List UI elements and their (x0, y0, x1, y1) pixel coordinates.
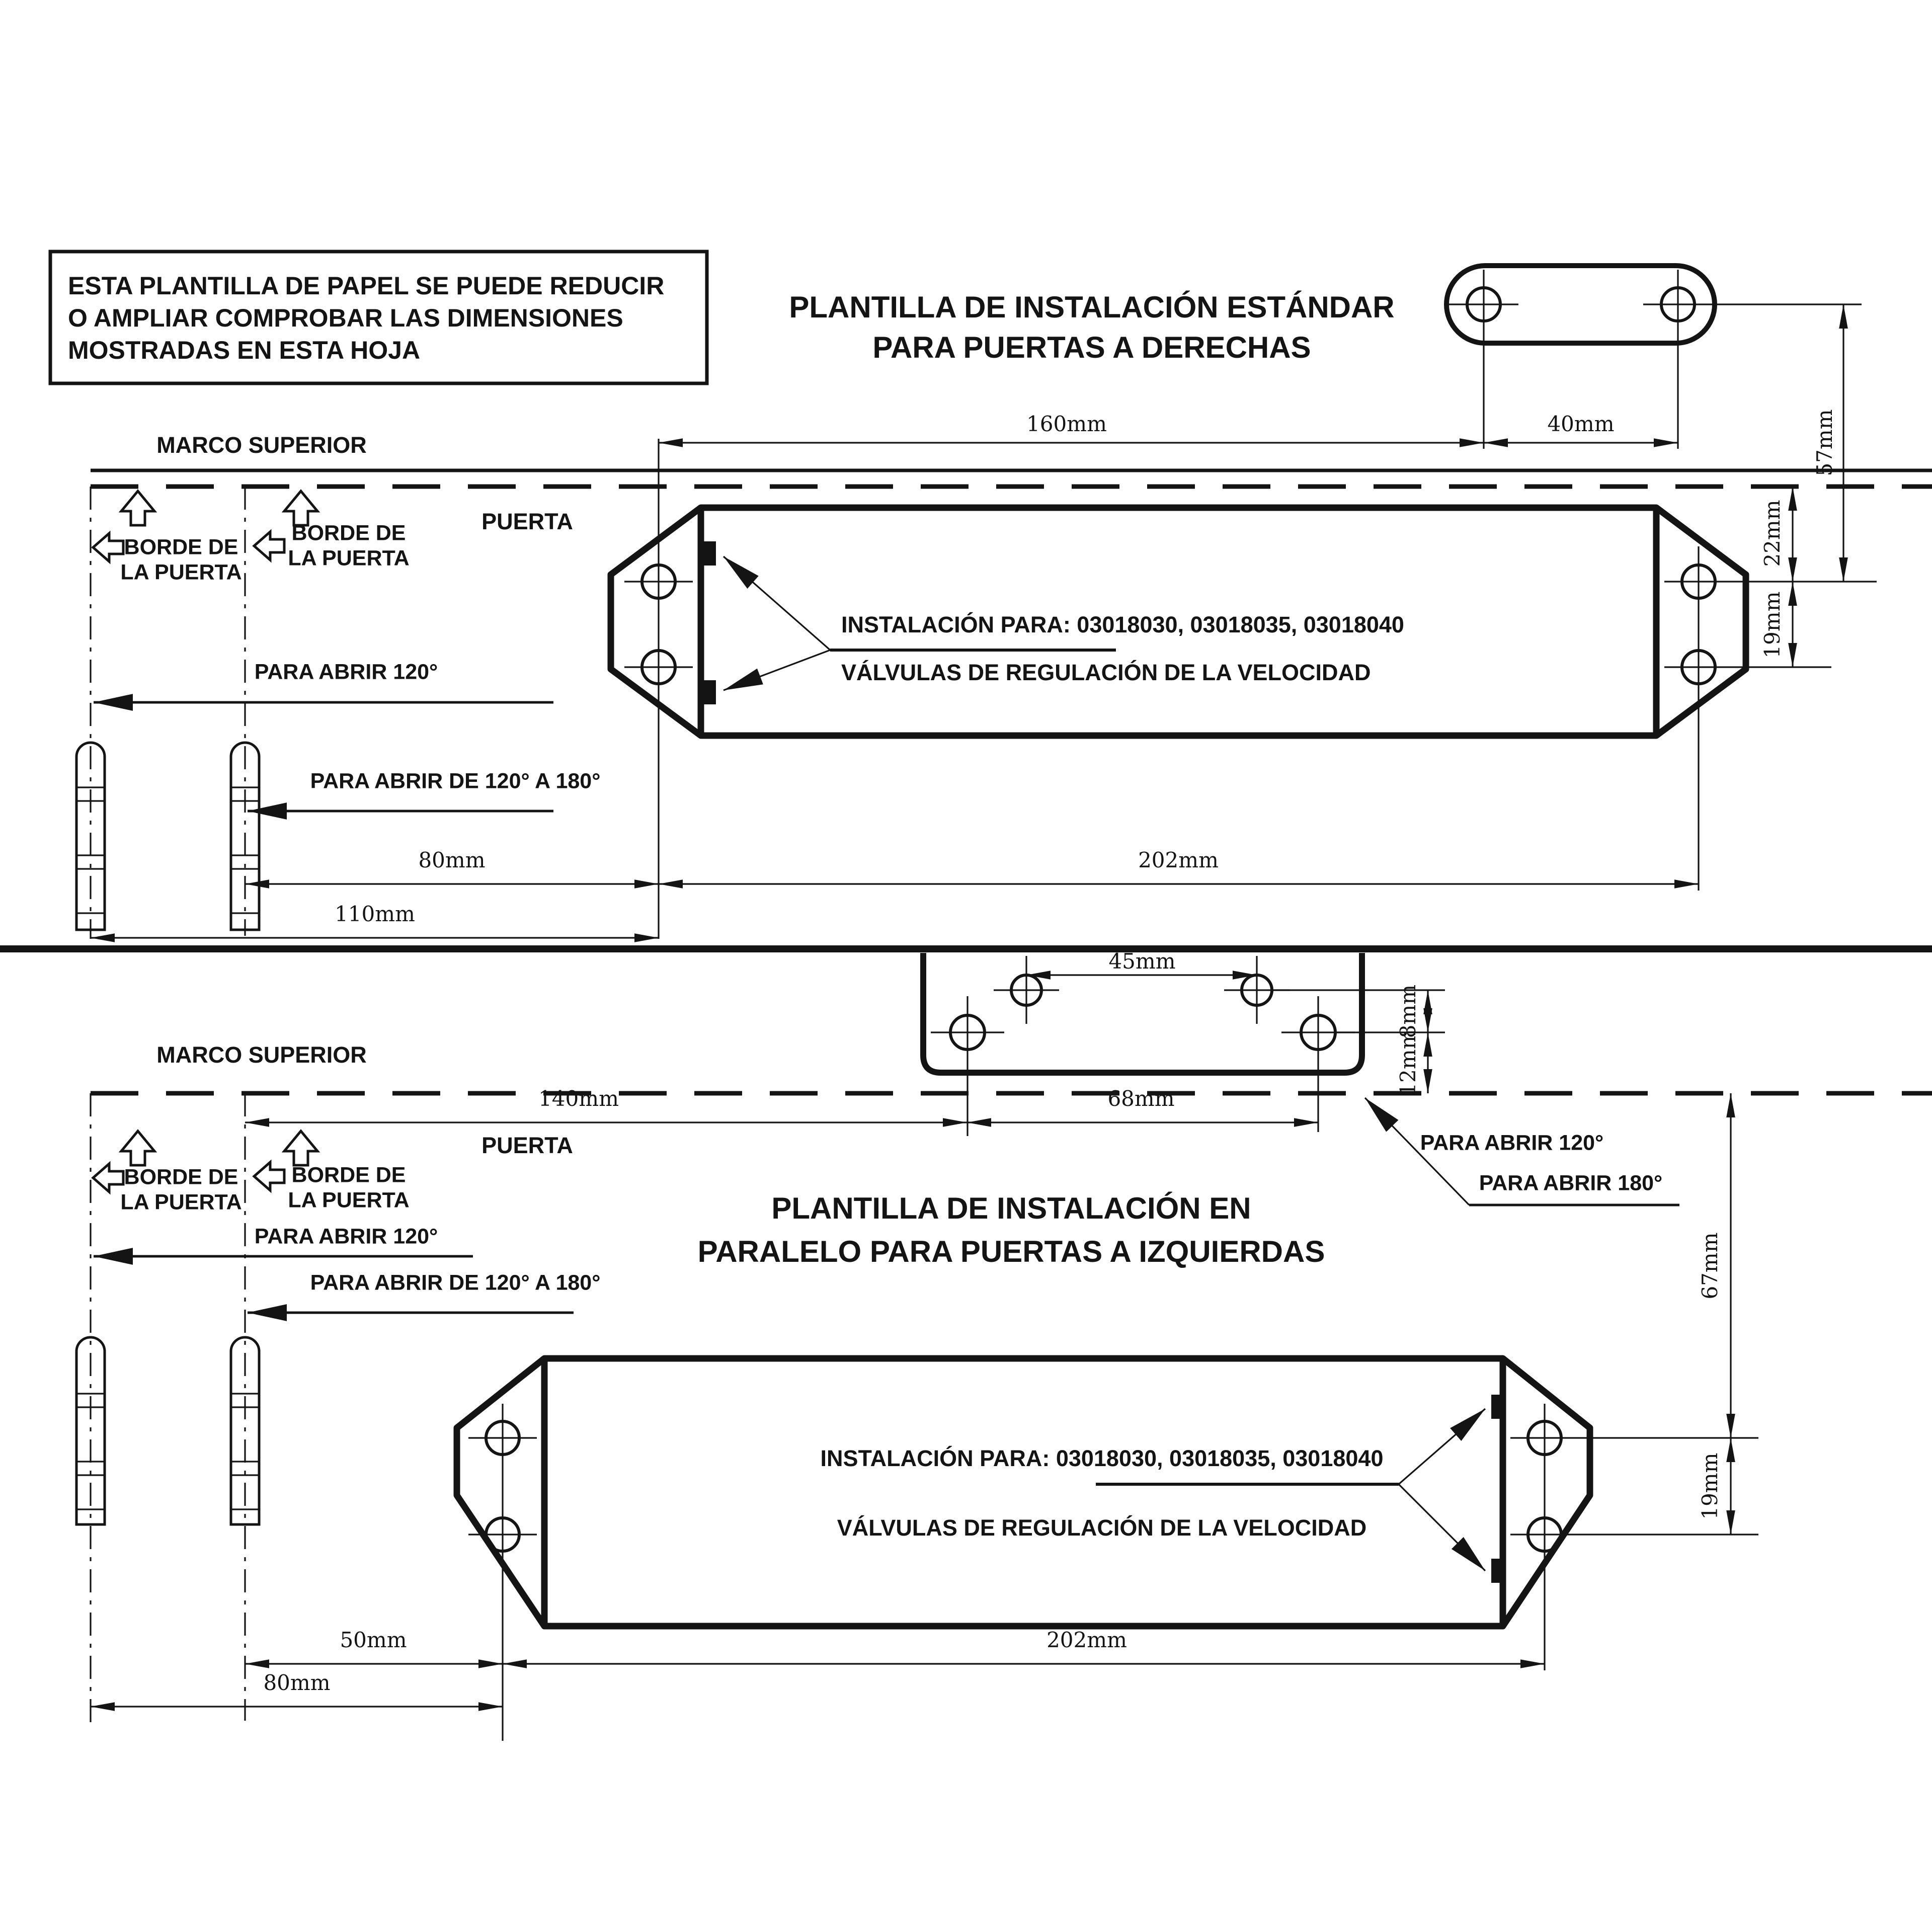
open-120-180-label: PARA ABRIR DE 120° A 180° (310, 769, 601, 793)
dim-label-67mm: 67mm (1698, 1232, 1722, 1300)
edge-label-2-line1: BORDE DE (291, 521, 406, 545)
install-note-line2: VÁLVULAS DE REGULACIÓN DE LA VELOCIDAD (841, 659, 1371, 685)
dim-label-110mm: 110mm (335, 902, 415, 926)
dim-label-19mm: 19mm (1698, 1453, 1722, 1520)
dim-label-12mm: 12mm (1396, 1029, 1420, 1096)
edge-label-2-line1: BORDE DE (291, 1163, 406, 1187)
dim-label-140mm: 140mm (538, 1086, 619, 1111)
dim-label-19mm: 19mm (1760, 591, 1785, 659)
door-label-bottom: PUERTA (481, 1132, 573, 1158)
edge-label-2-line2: LA PUERTA (288, 1188, 410, 1213)
dim-label-50mm: 50mm (340, 1628, 407, 1652)
edge-label-1-line1: BORDE DE (124, 535, 238, 559)
bottom-title-line2: PARALELO PARA PUERTAS A IZQUIERDAS (697, 1234, 1325, 1268)
open-120-label: PARA ABRIR 120° (254, 660, 438, 684)
valve-mark-top (703, 541, 716, 566)
install-note-line2: VÁLVULAS DE REGULACIÓN DE LA VELOCIDAD (837, 1514, 1367, 1541)
frame-label-bottom: MARCO SUPERIOR (156, 1041, 367, 1068)
open-180-right-label: PARA ABRIR 180° (1479, 1171, 1663, 1195)
scale-note-line2: O AMPLIAR COMPROBAR LAS DIMENSIONES (68, 304, 623, 333)
edge-label-1-line2: LA PUERTA (120, 1190, 242, 1215)
open-120-180-label: PARA ABRIR DE 120° A 180° (310, 1270, 601, 1295)
valve-mark-top (1491, 1395, 1504, 1419)
top-title-line1: PLANTILLA DE INSTALACIÓN ESTÁNDAR (789, 290, 1395, 324)
valve-mark-bottom (703, 680, 716, 704)
open-120-right-label: PARA ABRIR 120° (1420, 1131, 1604, 1155)
dim-label-160mm: 160mm (1026, 412, 1107, 436)
install-note-line1: INSTALACIÓN PARA: 03018030, 03018035, 03018040 (820, 1445, 1384, 1471)
dim-label-22mm: 22mm (1760, 500, 1785, 567)
door-label-top: PUERTA (481, 508, 573, 534)
dim-label-80mm: 80mm (418, 848, 486, 872)
dim-label-202mm: 202mm (1138, 848, 1219, 872)
frame-label-top: MARCO SUPERIOR (156, 432, 367, 458)
top-title-line2: PARA PUERTAS A DERECHAS (872, 330, 1311, 364)
dim-label-40mm: 40mm (1547, 412, 1615, 436)
dim-label-202mm: 202mm (1046, 1628, 1127, 1652)
dim-label-45mm: 45mm (1108, 949, 1176, 974)
scale-note-line1: ESTA PLANTILLA DE PAPEL SE PUEDE REDUCIR (68, 272, 665, 300)
open-120-label: PARA ABRIR 120° (254, 1224, 438, 1249)
dim-label-57mm: 57mm (1812, 409, 1837, 476)
dim-label-8mm: 8mm (1396, 984, 1420, 1038)
dim-label-68mm: 68mm (1107, 1086, 1175, 1111)
dim-label-80mm: 80mm (263, 1670, 331, 1695)
valve-mark-bottom (1491, 1559, 1504, 1583)
bottom-title-line1: PLANTILLA DE INSTALACIÓN EN (771, 1191, 1251, 1225)
edge-label-1-line1: BORDE DE (124, 1165, 238, 1189)
install-note-line1: INSTALACIÓN PARA: 03018030, 03018035, 03018040 (841, 611, 1404, 637)
edge-label-1-line2: LA PUERTA (120, 560, 242, 585)
edge-label-2-line2: LA PUERTA (288, 546, 410, 571)
scale-note-line3: MOSTRADAS EN ESTA HOJA (68, 336, 421, 365)
